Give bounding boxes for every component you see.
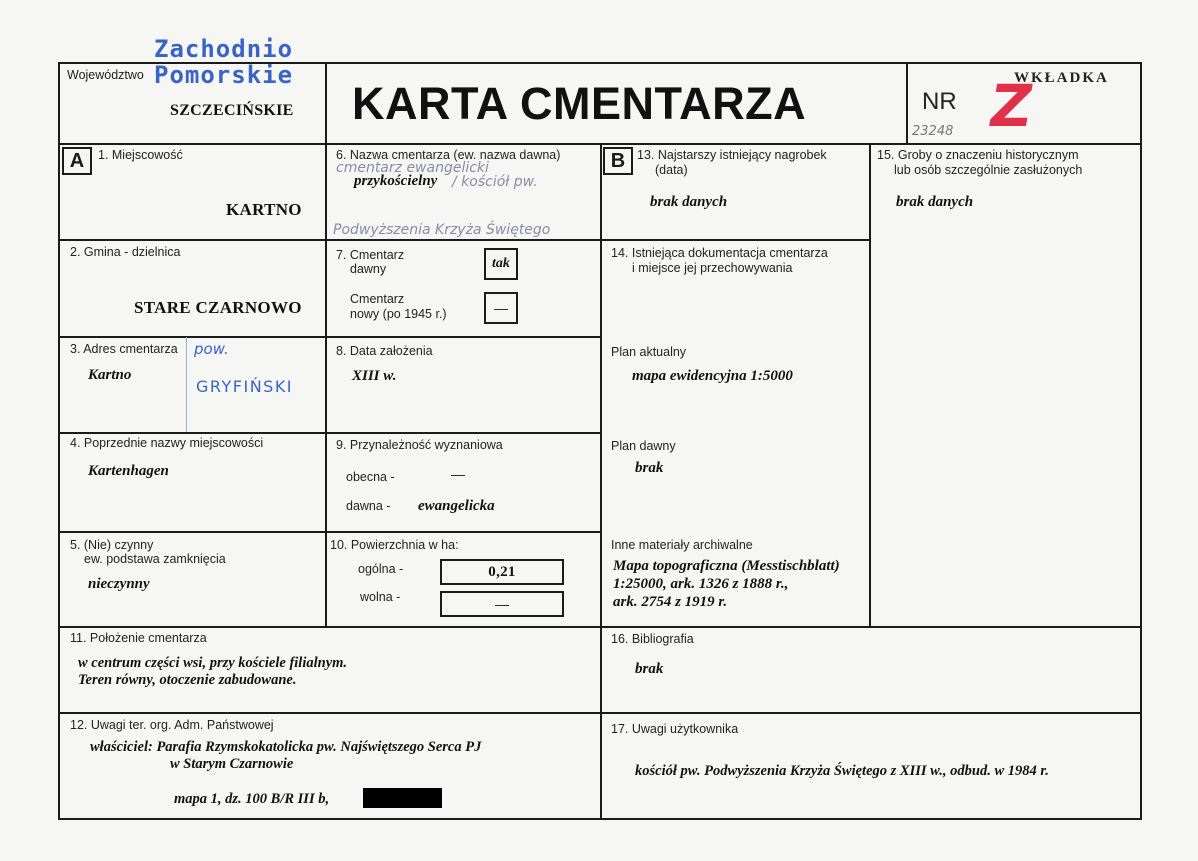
field-11-line-1: w centrum części wsi, przy kościele filialnym.	[78, 655, 348, 671]
field-12-line-2: w Starym Czarnowie	[170, 756, 294, 772]
section-a-marker: A	[62, 147, 92, 175]
field-7-label-4: nowy (po 1945 r.)	[350, 307, 447, 321]
field-14-label-1: 14. Istniejąca dokumentacja cmentarza	[611, 246, 828, 260]
field-12-line-1: właściciel: Parafia Rzymskokatolicka pw. Najświętszego Serca PJ	[90, 739, 482, 755]
page-title: KARTA CMENTARZA	[352, 78, 807, 129]
header-vline-2	[906, 62, 908, 144]
field-17-value: kościół pw. Podwyższenia Krzyża Świętego z XIII w., odbud. w 1984 r.	[635, 763, 1049, 779]
red-mark: Z	[984, 72, 1039, 140]
plan-dawny-label: Plan dawny	[611, 439, 676, 453]
field-15-label-2: lub osób szczególnie zasłużonych	[894, 163, 1083, 177]
nr-handwritten: 23248	[912, 124, 954, 139]
field-9-label: 9. Przynależność wyznaniowa	[336, 438, 503, 452]
wojewodztwo-label: Województwo	[67, 68, 144, 82]
field-9-obecna-value: —	[451, 466, 465, 482]
row-line-1b	[600, 239, 870, 241]
field-16-value: brak	[635, 661, 664, 677]
field-7-nowy-value: —	[494, 300, 508, 316]
field-16-label: 16. Bibliografia	[611, 632, 694, 646]
row-line-6	[58, 712, 1142, 714]
field-7-dawny-value: tak	[492, 256, 510, 271]
plan-aktualny-label: Plan aktualny	[611, 345, 687, 359]
field-1-label: 1. Miejscowość	[98, 148, 183, 162]
field-4-value: Kartenhagen	[88, 463, 169, 479]
field-13-label-2: (data)	[655, 163, 688, 177]
nr-label: NR	[922, 88, 957, 115]
wojewodztwo-value: SZCZECIŃSKIE	[170, 102, 294, 119]
body-vline-3	[869, 143, 871, 627]
field-6-hand-bottom: Podwyższenia Krzyża Świętego	[333, 222, 551, 238]
field-10-label: 10. Powierzchnia w ha:	[330, 538, 459, 552]
field-7-nowy-box	[484, 292, 518, 324]
field-7-dawny-box	[484, 248, 518, 280]
field-17-label: 17. Uwagi użytkownika	[611, 722, 739, 736]
redaction-bar	[363, 788, 442, 808]
field-6-value: przykościelny	[354, 173, 438, 189]
field-9-dawna-value: ewangelicka	[418, 498, 495, 514]
field-9-dawna-label: dawna -	[346, 499, 391, 513]
field-3-label: 3. Adres cmentarza	[70, 342, 178, 356]
field-5-label-1: 5. (Nie) czynny	[70, 538, 154, 552]
field-10-ogolna-label: ogólna -	[358, 562, 404, 576]
field-3-hand-county: GRYFIŃSKI	[196, 377, 294, 396]
field-8-label: 8. Data założenia	[336, 344, 433, 358]
inne-line-1: Mapa topograficzna (Messtischblatt)	[613, 558, 840, 574]
addr-divider	[186, 337, 187, 432]
field-12-label: 12. Uwagi ter. org. Adm. Państwowej	[70, 718, 274, 732]
field-6-hand-top: cmentarz ewangelicki	[336, 160, 489, 176]
field-7-label-3: Cmentarz	[350, 292, 405, 306]
field-10-wolna-box	[440, 591, 564, 617]
field-10-wolna-value: —	[495, 596, 509, 612]
field-5-label-2: ew. podstawa zamknięcia	[84, 552, 226, 566]
plan-aktualny-value: mapa ewidencyjna 1:5000	[632, 368, 793, 384]
field-6-hand-right: / kościół pw.	[452, 174, 538, 190]
body-vline-1	[325, 143, 327, 627]
field-2-label: 2. Gmina - dzielnica	[70, 245, 181, 259]
stamp-line1: Zachodnio	[154, 35, 294, 63]
field-11-label: 11. Położenie cmentarza	[70, 631, 207, 645]
field-9-obecna-label: obecna -	[346, 470, 395, 484]
row-line-2	[58, 336, 601, 338]
inne-line-2: 1:25000, ark. 1326 z 1888 r.,	[613, 576, 789, 592]
field-5-value: nieczynny	[88, 576, 150, 592]
field-11-line-2: Teren równy, otoczenie zabudowane.	[78, 672, 297, 688]
field-1-value: KARTNO	[226, 200, 302, 219]
field-13-label-1: 13. Najstarszy istniejący nagrobek	[637, 148, 827, 162]
field-14-label-2: i miejsce jej przechowywania	[632, 261, 793, 275]
field-7-label-2: dawny	[350, 262, 387, 276]
field-10-ogolna-box	[440, 559, 564, 585]
row-line-4	[58, 531, 601, 533]
field-4-label: 4. Poprzednie nazwy miejscowości	[70, 436, 264, 450]
header-vline-1	[325, 62, 327, 144]
row-line-5	[58, 626, 1142, 628]
field-10-ogolna-value: 0,21	[488, 563, 516, 580]
field-13-value: brak danych	[650, 194, 728, 210]
field-15-label-1: 15. Groby o znaczeniu historycznym	[877, 148, 1079, 162]
row-line-3	[58, 432, 601, 434]
body-vline-2	[600, 143, 602, 820]
field-3-hand-pow: pow.	[194, 340, 229, 358]
inne-label: Inne materiały archiwalne	[611, 538, 753, 552]
field-8-value: XIII w.	[352, 368, 397, 384]
row-line-1	[58, 239, 601, 241]
field-3-value: Kartno	[88, 367, 132, 383]
field-2-value: STARE CZARNOWO	[134, 298, 302, 317]
section-b-marker: B	[603, 147, 633, 175]
wkladka-label: WKŁADKA	[1014, 70, 1109, 86]
inne-line-3: ark. 2754 z 1919 r.	[613, 594, 728, 610]
field-10-wolna-label: wolna -	[360, 590, 401, 604]
field-15-value: brak danych	[896, 194, 974, 210]
field-12-line-3: mapa 1, dz. 100 B/R III b,	[174, 791, 330, 807]
field-7-label-1: 7. Cmentarz	[336, 248, 405, 262]
stamp-line2: Pomorskie	[154, 61, 294, 89]
field-6-label: 6. Nazwa cmentarza (ew. nazwa dawna)	[336, 148, 561, 162]
plan-dawny-value: brak	[635, 460, 664, 476]
